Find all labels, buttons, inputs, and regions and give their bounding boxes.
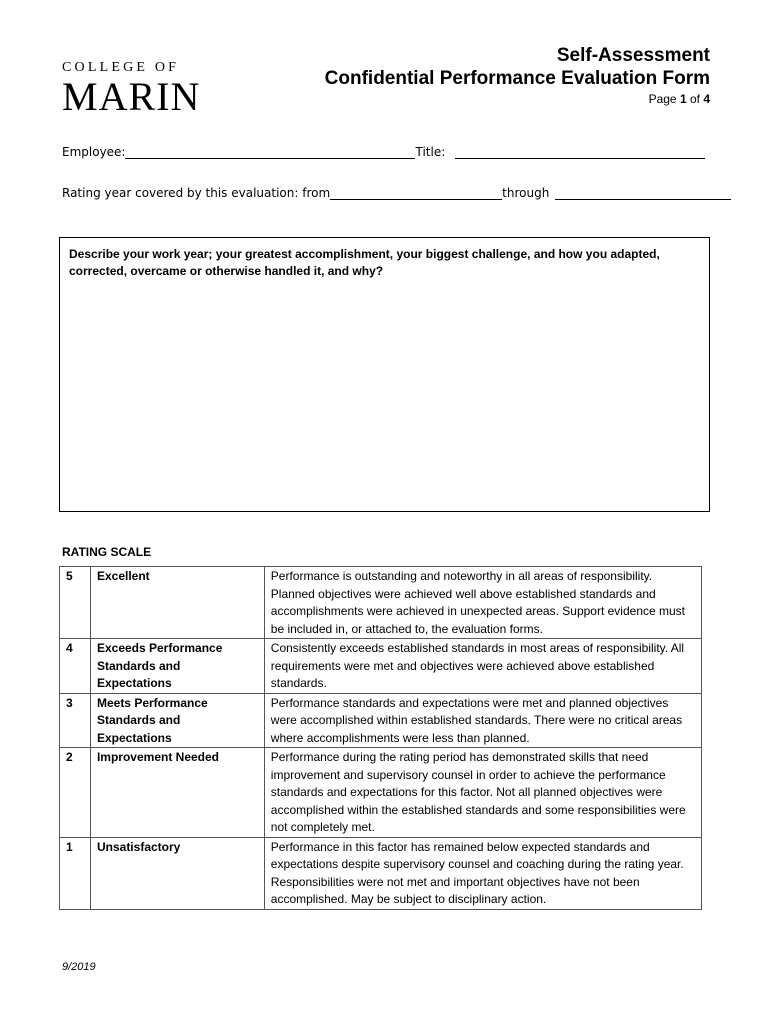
- page-prefix: Page: [648, 92, 680, 106]
- rating-score: 1: [60, 837, 91, 909]
- rating-description: Performance is outstanding and noteworthy in all areas of responsibility. Planned objectives were achieved well above established standards and accomplishments were achieved in unexpected areas. Support evidence must be included in, or attached to, the evaluation forms.: [264, 567, 701, 639]
- rating-label: Unsatisfactory: [90, 837, 264, 909]
- form-revision-date: 9/2019: [62, 961, 96, 973]
- through-label: through: [502, 186, 550, 200]
- page-total: 4: [703, 92, 710, 106]
- college-of-marin-logo: [62, 60, 201, 119]
- rating-score: 2: [60, 748, 91, 838]
- rating-score: 4: [60, 639, 91, 694]
- title-label: Title:: [415, 145, 446, 159]
- form-title-evaluation: Confidential Performance Evaluation Form: [324, 68, 710, 89]
- logo-line-marin: MARIN: [62, 74, 201, 119]
- rating-description: Performance standards and expectations were met and planned objectives were accomplished within established standards. There were no critical areas where accomplishments were less than planned.: [264, 693, 701, 748]
- form-title-self-assessment: Self-Assessment: [556, 45, 710, 66]
- table-row: [60, 837, 702, 909]
- table-row: [60, 748, 702, 838]
- rating-description: Performance in this factor has remained below expected standards and expectations despite supervisory counsel and coaching during the rating year. Responsibilities were not met and important objectives have not been accomplished. May be subject to disciplinary action.: [264, 837, 701, 909]
- work-year-prompt: Describe your work year; your greatest accomplishment, your biggest challenge, and how you adapted, corrected, overcame or otherwise handled it, and why?: [69, 247, 660, 278]
- rating-label: Improvement Needed: [90, 748, 264, 838]
- rating-scale-table: [59, 566, 702, 910]
- table-row: [60, 567, 702, 639]
- logo-line-college-of: COLLEGE OF: [62, 60, 180, 75]
- rating-year-label: Rating year covered by this evaluation: from: [62, 186, 331, 200]
- rating-scale-heading: RATING SCALE: [62, 545, 152, 559]
- employee-label: Employee:: [62, 145, 126, 159]
- table-row: [60, 693, 702, 748]
- page-current: 1: [679, 92, 687, 106]
- table-row: [60, 639, 702, 694]
- rating-year-from-field[interactable]: [330, 187, 502, 200]
- employee-title-row: [62, 145, 705, 159]
- rating-label: Exceeds Performance Standards and Expectations: [90, 639, 264, 694]
- work-year-description-box[interactable]: [59, 237, 710, 512]
- form-header: [325, 44, 710, 106]
- rating-year-row: [62, 186, 731, 200]
- rating-year-through-field[interactable]: [555, 187, 731, 200]
- rating-label: Excellent: [90, 567, 264, 639]
- title-field[interactable]: [455, 146, 705, 159]
- rating-score: 3: [60, 693, 91, 748]
- rating-label: Meets Performance Standards and Expectations: [90, 693, 264, 748]
- page-of: of: [686, 92, 704, 106]
- employee-field[interactable]: [125, 146, 415, 159]
- page-indicator: [325, 92, 710, 106]
- rating-score: 5: [60, 567, 91, 639]
- rating-description: Consistently exceeds established standards in most areas of responsibility. All requirements were met and objectives were achieved above established standards.: [264, 639, 701, 694]
- rating-description: Performance during the rating period has demonstrated skills that need improvement and supervisory counsel in order to achieve the performance standards and expectations for this factor. Not all planned objectives were accomplished within the established standards and some responsibilities were not completely met.: [264, 748, 701, 838]
